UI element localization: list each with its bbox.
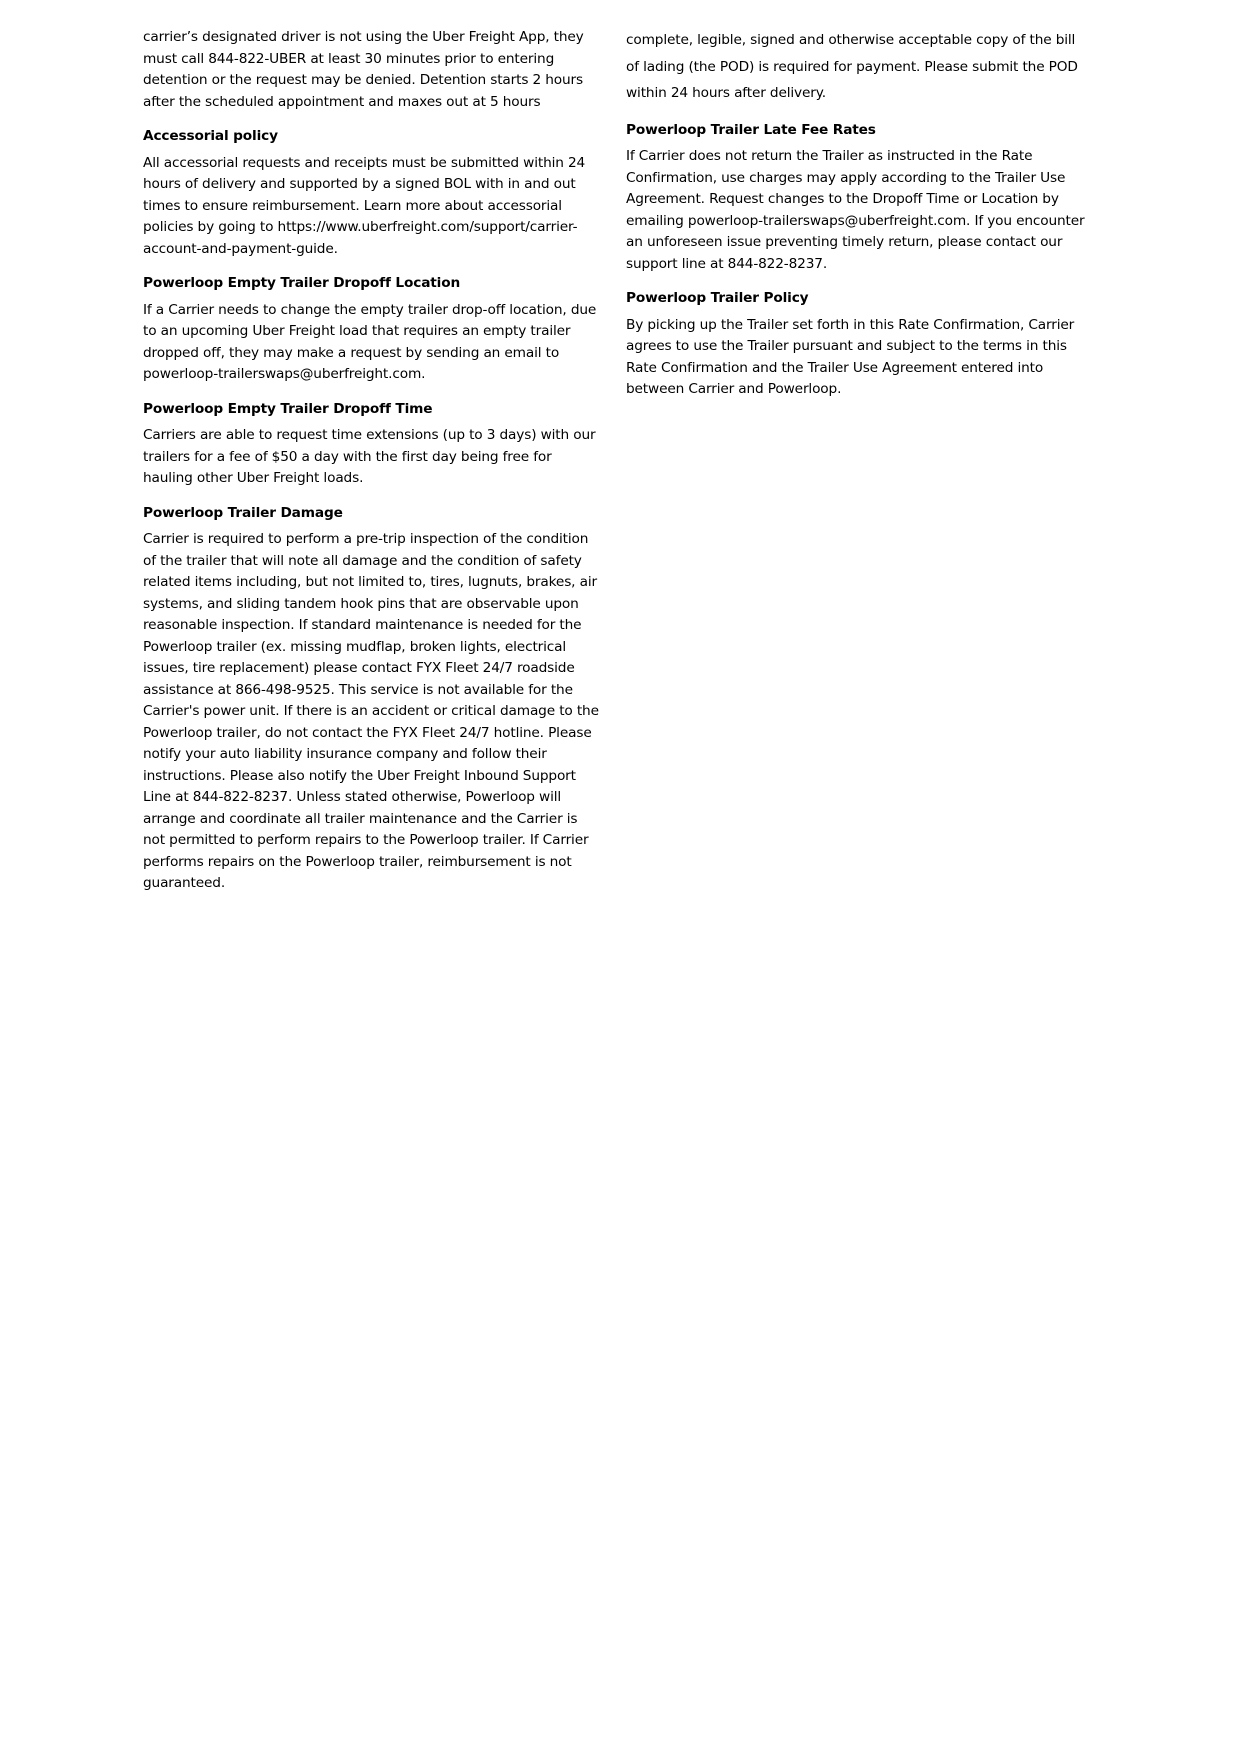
section-body: By picking up the Trailer set forth in this Rate Confirmation, Carrier agrees to use the Trailer pursuant and subject to the terms in this Rate Confirmation and the Trailer Use Agreement entered into between Carrier and Powerloop. [626,316,1075,397]
section-heading: Powerloop Empty Trailer Dropoff Location [143,275,461,291]
left-column [143,27,603,895]
section-heading: Powerloop Trailer Late Fee Rates [626,121,876,138]
section-trailer-policy [626,288,1086,401]
section-body: Carriers are able to request time extensions (up to 3 days) with our trailers for a fee of $50 a day with the first day being free for hauling other Uber Freight loads. [143,427,596,486]
section-heading: Powerloop Trailer Damage [143,504,343,521]
section-body: If a Carrier needs to change the empty trailer drop-off location, due to an upcoming Uber Freight load that requires an empty trailer dropped off, they may make a request by sending an email to powerloop-trailerswaps@uberfreight.com. [143,301,597,382]
section-empty-trailer-dropoff-location [143,273,603,386]
section-trailer-damage [143,503,603,895]
detention-continued-text: carrier’s designated driver is not using the Uber Freight App, they must call 844-822-UBER at least 30 minutes prior to entering detention or the request may be denied. Detention starts 2 hours after the scheduled appointment and maxes out at 5 hours [143,29,584,110]
section-heading: Powerloop Empty Trailer Dropoff Time [143,400,433,417]
section-body: All accessorial requests and receipts must be submitted within 24 hours of delivery and supported by a signed BOL with in and out times to ensure reimbursement. Learn more about accessorial policies by going to https://www.uberfreight.com/support/carrier-account-and-payment-guide. [143,154,586,257]
section-trailer-late-fee-rates [626,120,1086,276]
section-empty-trailer-dropoff-time [143,399,603,490]
section-heading: Accessorial policy [143,128,278,144]
pod-continued-text: complete, legible, signed and otherwise acceptable copy of the bill of lading (the POD) is required for payment. Please submit the POD within 24 hours after delivery. [626,32,1078,101]
section-body: Carrier is required to perform a pre-trip inspection of the condition of the trailer that will note all damage and the condition of safety related items including, but not limited to, tires, lugnuts, brakes, air systems, and sliding tandem hook pins that are observable upon reasonable inspection. If standard maintenance is needed for the Powerloop trailer (ex. missing mudflap, broken lights, electrical issues, tire replacement) please contact FYX Fleet 24/7 roadside assistance at 866-498-9525. This service is not available for the Carrier's power unit. If there is an accident or critical damage to the Powerloop trailer, do not contact the FYX Fleet 24/7 hotline. Please notify your auto liability insurance company and follow their instructions. Please also notify the Uber Freight Inbound Support Line at 844-822-8237. Unless stated otherwise, Powerloop will arrange and coordinate all trailer maintenance and the Carrier is not permitted to perform repairs to the Powerloop trailer. If Carrier performs repairs on the Powerloop trailer, reimbursement is not guaranteed. [143,531,599,891]
right-column [626,27,1086,401]
section-body: If Carrier does not return the Trailer as instructed in the Rate Confirmation, use charges may apply according to the Trailer Use Agreement. Request changes to the Dropoff Time or Location by emailing powerloop-trailerswaps@uberfreight.com. If you encounter an unforeseen issue preventing timely return, please contact our support line at 844-822-8237. [626,148,1085,272]
section-accessorial-policy [143,126,603,260]
section-heading: Powerloop Trailer Policy [626,290,809,306]
